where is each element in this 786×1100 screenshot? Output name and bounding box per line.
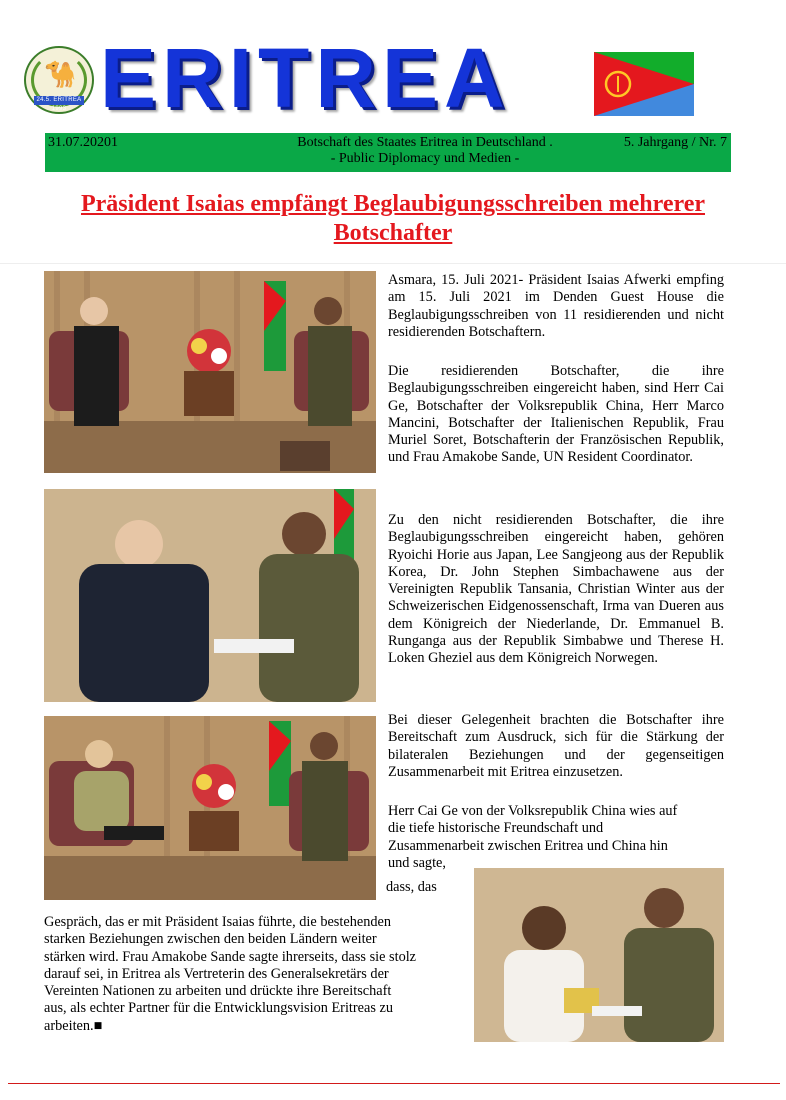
paragraph-residents: Die residierenden Botschafter, die ihre Beglaubigungsschreiben eingereicht haben, sind Herr Cai Ge, Botschafter der Volksrepublik China, Herr Marco Mancini, Botschafter der Italienischen Republik, Frau Muriel Soret, Botschafterin der Französischen Republik, und Frau Amakobe Sande, UN Resident Coordinator. — [388, 363, 724, 466]
masthead-title: ERITREA — [100, 31, 511, 125]
paragraph-closing: Gespräch, das er mit Präsident Isaias führte, die bestehenden starken Beziehungen zwischen den beiden Ländern weiter stärken wird. Frau Amakobe Sande sagte ihrerseits, dass sie stolz darauf sei, in Eritrea als Vertreterin des Generalsekretärs der Vereinten Nationen zu arbeiten und drückte ihre Bereitschaft aus, als echter Partner für die Entwicklungsvision Eritreas zu arbeiten.■ — [44, 914, 417, 1034]
paragraph-non-residents: Zu den nicht residierenden Botschafter, die ihre Beglaubigungsschreiben eingereicht haben, gehören Ryoichi Horie aus Japan, Lee Sangjeong aus der Republik Korea, Dr. John Stephen Simbachawene aus der Vereinigten Republik Tansania, Christian Winter aus der Schweizerischen Eidgenossenschaft, Irma van Dueren aus dem Königreich der Niederlande, Dr. Emmanuel B. Runganga aus der Republik Simbabwe und Therese H. Loken Gheziel aus dem Königreich Norwegen. — [388, 512, 724, 667]
publisher-line-2: - Public Diplomacy und Medien - — [330, 151, 520, 166]
divider-bottom — [8, 1083, 780, 1084]
paragraph-cooperation: Bei dieser Gelegenheit brachten die Botschafter ihre Bereitschaft zum Ausdruck, sich für die Stärkung der bilateralen Beziehungen und der gegenseitigen Zusammenarbeit mit Eritrea einzusetzen. — [388, 712, 724, 780]
national-emblem — [24, 46, 94, 114]
photo-credentials-handover — [44, 489, 376, 702]
emblem-ribbon: 24.5. ERITREA 1993 — [34, 96, 84, 105]
paragraph-china-continued: dass, das — [386, 879, 437, 895]
divider-top — [0, 263, 786, 264]
eritrea-flag-icon — [594, 52, 694, 116]
publisher — [275, 135, 575, 167]
photo-audience-ambassador — [44, 716, 376, 900]
info-bar — [45, 133, 731, 172]
paragraph-intro: Asmara, 15. Juli 2021- Präsident Isaias Afwerki empfing am 15. Juli 2021 im Denden Guest House die Beglaubigungsschreiben von 11 residierenden und nicht residierenden Botschaftern. — [388, 272, 724, 340]
issue-date: 31.07.20201 — [48, 135, 118, 150]
paragraph-china: Herr Cai Ge von der Volksrepublik China wies auf die tiefe historische Freundschaft und Zusammenarbeit zwischen Eritrea und China hin und sagte, — [388, 803, 678, 871]
publisher-line-1: Botschaft des Staates Eritrea in Deutschland . — [297, 135, 553, 150]
camel-icon: 🐪 — [44, 60, 77, 89]
photo-un-coordinator-handover — [474, 868, 724, 1042]
issue-number: 5. Jahrgang / Nr. 7 — [623, 135, 727, 150]
headline — [40, 190, 746, 248]
headline-line-2: Botschafter — [333, 220, 453, 246]
headline-line-1: Präsident Isaias empfängt Beglaubigungsschreiben mehrerer — [80, 191, 705, 217]
photo-audience-china — [44, 271, 376, 473]
